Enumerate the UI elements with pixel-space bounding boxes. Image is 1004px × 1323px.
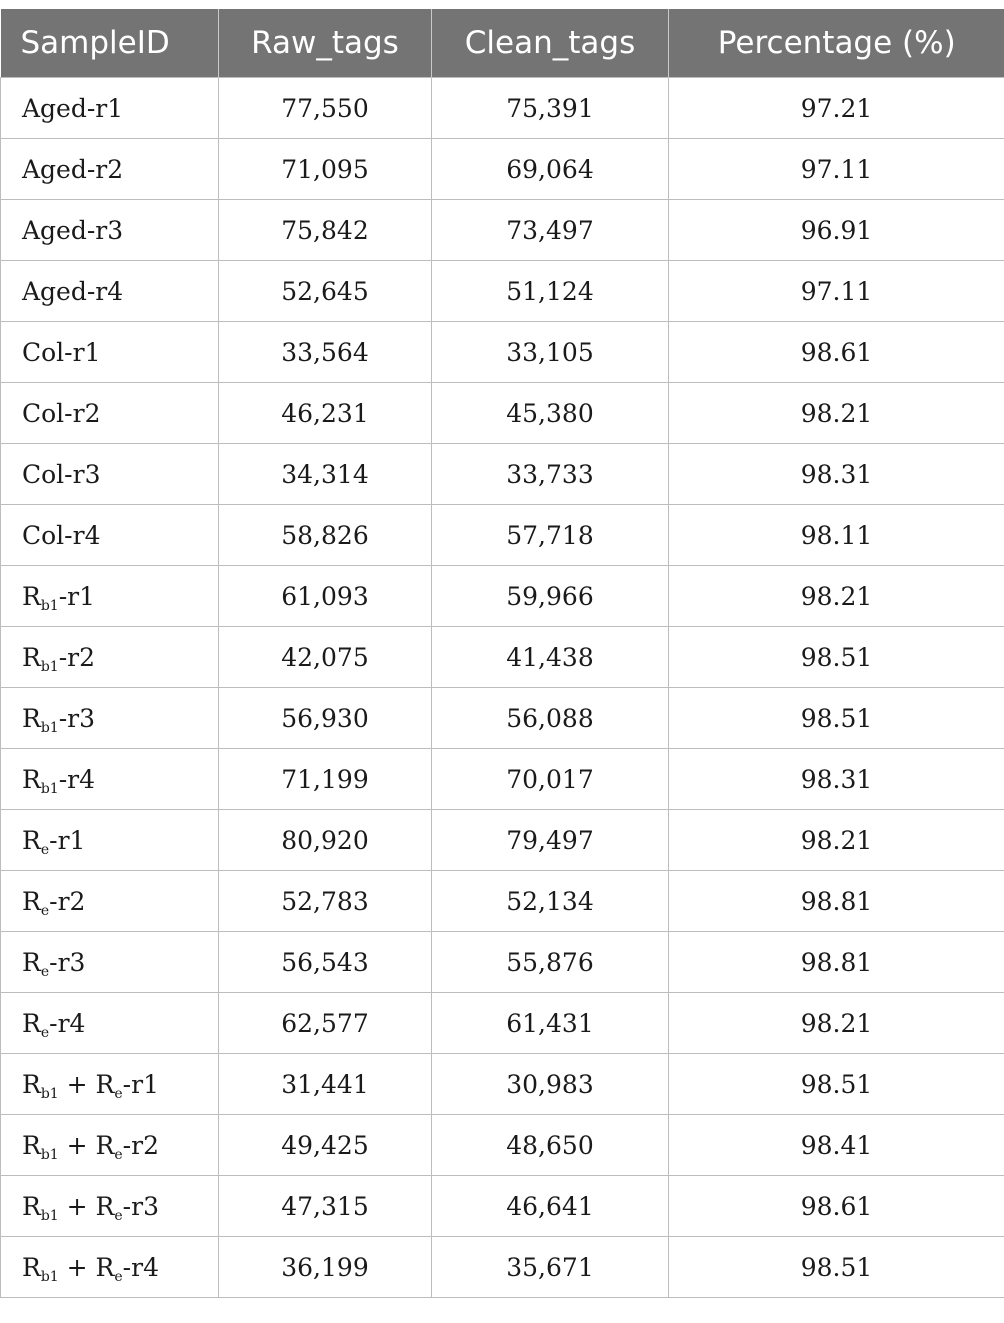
cell-clean-tags: 46,641: [432, 1176, 669, 1237]
table-row: [1, 627, 1004, 688]
cell-clean-tags: 51,124: [432, 261, 669, 322]
cell-clean-tags: 30,983: [432, 1054, 669, 1115]
cell-percentage: 98.51: [669, 1237, 1004, 1298]
table-row: [1, 749, 1004, 810]
sample-id-pre: Col-r1: [22, 337, 101, 367]
cell-sample-id: [1, 749, 219, 810]
sample-id-mid: + R: [58, 1191, 115, 1221]
sample-id-pre: Col-r3: [22, 459, 101, 489]
cell-raw-tags: 75,842: [219, 200, 432, 261]
cell-percentage: 98.21: [669, 810, 1004, 871]
sample-id-sub1: b1: [40, 719, 59, 736]
header-raw-tags: Raw_tags: [219, 9, 432, 78]
sample-id-pre: R: [22, 1069, 41, 1099]
sample-id-sub1: b1: [40, 658, 59, 675]
sample-id-sub1: e: [40, 1024, 50, 1041]
cell-clean-tags: 55,876: [432, 932, 669, 993]
sample-id-post: -r3: [58, 703, 96, 733]
sample-id-pre: Col-r2: [22, 398, 101, 428]
cell-clean-tags: 41,438: [432, 627, 669, 688]
cell-sample-id: [1, 810, 219, 871]
header-percentage: Percentage (%): [669, 9, 1004, 78]
cell-clean-tags: 69,064: [432, 139, 669, 200]
sample-id-pre: R: [22, 1008, 41, 1038]
cell-raw-tags: 46,231: [219, 383, 432, 444]
cell-clean-tags: 75,391: [432, 78, 669, 139]
table-row: [1, 78, 1004, 139]
cell-clean-tags: 56,088: [432, 688, 669, 749]
sample-id-sub1: b1: [40, 780, 59, 797]
cell-percentage: 97.21: [669, 78, 1004, 139]
cell-clean-tags: 70,017: [432, 749, 669, 810]
cell-raw-tags: 61,093: [219, 566, 432, 627]
sample-id-post: -r3: [49, 947, 86, 977]
sample-id-mid: + R: [58, 1069, 115, 1099]
sample-id-sub2: e: [114, 1085, 123, 1102]
table-row: [1, 810, 1004, 871]
sample-id-sub1: b1: [40, 1207, 59, 1224]
table-row: [1, 322, 1004, 383]
sample-id-pre: R: [22, 1130, 41, 1160]
cell-raw-tags: 58,826: [219, 505, 432, 566]
cell-clean-tags: 35,671: [432, 1237, 669, 1298]
cell-raw-tags: 71,095: [219, 139, 432, 200]
cell-clean-tags: 48,650: [432, 1115, 669, 1176]
cell-percentage: 98.31: [669, 749, 1004, 810]
cell-sample-id: [1, 261, 219, 322]
sample-id-sub1: e: [40, 902, 50, 919]
sample-id-post: -r1: [58, 581, 96, 611]
cell-raw-tags: 31,441: [219, 1054, 432, 1115]
cell-clean-tags: 79,497: [432, 810, 669, 871]
table-header: [1, 9, 1004, 78]
cell-clean-tags: 33,105: [432, 322, 669, 383]
cell-raw-tags: 47,315: [219, 1176, 432, 1237]
cell-raw-tags: 52,783: [219, 871, 432, 932]
table-row: [1, 444, 1004, 505]
sample-id-sub2: e: [114, 1268, 123, 1285]
table-row: [1, 200, 1004, 261]
sample-id-pre: Aged-r1: [22, 93, 124, 123]
cell-raw-tags: 42,075: [219, 627, 432, 688]
table-row: [1, 1054, 1004, 1115]
sample-id-sub1: e: [40, 841, 50, 858]
cell-sample-id: [1, 627, 219, 688]
sample-id-sub1: b1: [40, 597, 59, 614]
sample-id-pre: Col-r4: [22, 520, 101, 550]
cell-percentage: 98.81: [669, 871, 1004, 932]
sample-id-pre: Aged-r4: [22, 276, 124, 306]
sample-id-pre: R: [22, 642, 41, 672]
sample-id-post: -r1: [122, 1069, 159, 1099]
table-row: [1, 383, 1004, 444]
sample-id-pre: R: [22, 886, 41, 916]
cell-raw-tags: 34,314: [219, 444, 432, 505]
cell-sample-id: [1, 139, 219, 200]
table-row: [1, 505, 1004, 566]
cell-sample-id: [1, 1054, 219, 1115]
cell-percentage: 97.11: [669, 261, 1004, 322]
cell-sample-id: [1, 505, 219, 566]
cell-sample-id: [1, 78, 219, 139]
sample-id-mid: + R: [58, 1252, 115, 1282]
cell-sample-id: [1, 1176, 219, 1237]
cell-clean-tags: 59,966: [432, 566, 669, 627]
cell-percentage: 98.21: [669, 993, 1004, 1054]
cell-sample-id: [1, 444, 219, 505]
table-body: [1, 78, 1004, 1298]
cell-clean-tags: 73,497: [432, 200, 669, 261]
table-row: [1, 993, 1004, 1054]
table-row: [1, 261, 1004, 322]
sample-id-sub2: e: [114, 1146, 123, 1163]
cell-sample-id: [1, 993, 219, 1054]
data-table: [0, 9, 1004, 1298]
cell-raw-tags: 49,425: [219, 1115, 432, 1176]
header-row: [1, 9, 1004, 78]
cell-raw-tags: 36,199: [219, 1237, 432, 1298]
cell-percentage: 98.31: [669, 444, 1004, 505]
cell-percentage: 98.41: [669, 1115, 1004, 1176]
table-row: [1, 1176, 1004, 1237]
cell-percentage: 98.81: [669, 932, 1004, 993]
sample-id-post: -r4: [49, 1008, 86, 1038]
cell-percentage: 98.51: [669, 688, 1004, 749]
cell-sample-id: [1, 200, 219, 261]
cell-percentage: 98.21: [669, 383, 1004, 444]
sample-id-sub1: e: [40, 963, 50, 980]
sample-id-pre: R: [22, 825, 41, 855]
sample-id-post: -r3: [122, 1191, 159, 1221]
sample-id-sub2: e: [114, 1207, 123, 1224]
sample-id-post: -r2: [122, 1130, 159, 1160]
sample-id-pre: Aged-r3: [22, 215, 124, 245]
sample-id-pre: R: [22, 1252, 41, 1282]
cell-percentage: 98.51: [669, 627, 1004, 688]
sample-id-pre: R: [22, 581, 41, 611]
cell-raw-tags: 33,564: [219, 322, 432, 383]
cell-clean-tags: 57,718: [432, 505, 669, 566]
cell-clean-tags: 45,380: [432, 383, 669, 444]
cell-sample-id: [1, 1115, 219, 1176]
sample-id-mid: + R: [58, 1130, 115, 1160]
sample-id-pre: R: [22, 703, 41, 733]
sample-id-post: -r4: [122, 1252, 159, 1282]
cell-raw-tags: 71,199: [219, 749, 432, 810]
cell-clean-tags: 61,431: [432, 993, 669, 1054]
cell-raw-tags: 52,645: [219, 261, 432, 322]
header-clean-tags: Clean_tags: [432, 9, 669, 78]
sample-id-sub1: b1: [40, 1146, 59, 1163]
table-row: [1, 688, 1004, 749]
cell-percentage: 97.11: [669, 139, 1004, 200]
cell-percentage: 98.21: [669, 566, 1004, 627]
cell-sample-id: [1, 688, 219, 749]
cell-percentage: 98.11: [669, 505, 1004, 566]
header-sample-id: SampleID: [1, 9, 219, 78]
cell-raw-tags: 56,930: [219, 688, 432, 749]
cell-clean-tags: 33,733: [432, 444, 669, 505]
table-row: [1, 932, 1004, 993]
cell-sample-id: [1, 322, 219, 383]
table-row: [1, 139, 1004, 200]
table-row: [1, 1237, 1004, 1298]
sample-id-pre: Aged-r2: [22, 154, 124, 184]
table-row: [1, 566, 1004, 627]
cell-raw-tags: 80,920: [219, 810, 432, 871]
sample-id-post: -r1: [49, 825, 86, 855]
cell-percentage: 96.91: [669, 200, 1004, 261]
cell-sample-id: [1, 566, 219, 627]
cell-raw-tags: 56,543: [219, 932, 432, 993]
cell-clean-tags: 52,134: [432, 871, 669, 932]
sample-id-pre: R: [22, 947, 41, 977]
cell-sample-id: [1, 1237, 219, 1298]
table-row: [1, 1115, 1004, 1176]
cell-percentage: 98.51: [669, 1054, 1004, 1115]
sample-id-post: -r2: [49, 886, 86, 916]
cell-sample-id: [1, 871, 219, 932]
sample-id-pre: R: [22, 764, 41, 794]
sample-id-post: -r4: [58, 764, 96, 794]
cell-percentage: 98.61: [669, 322, 1004, 383]
sample-id-sub1: b1: [40, 1268, 59, 1285]
cell-raw-tags: 77,550: [219, 78, 432, 139]
cell-raw-tags: 62,577: [219, 993, 432, 1054]
sample-id-post: -r2: [58, 642, 96, 672]
cell-percentage: 98.61: [669, 1176, 1004, 1237]
sample-id-pre: R: [22, 1191, 41, 1221]
cell-sample-id: [1, 383, 219, 444]
sample-id-sub1: b1: [40, 1085, 59, 1102]
table-row: [1, 871, 1004, 932]
cell-sample-id: [1, 932, 219, 993]
